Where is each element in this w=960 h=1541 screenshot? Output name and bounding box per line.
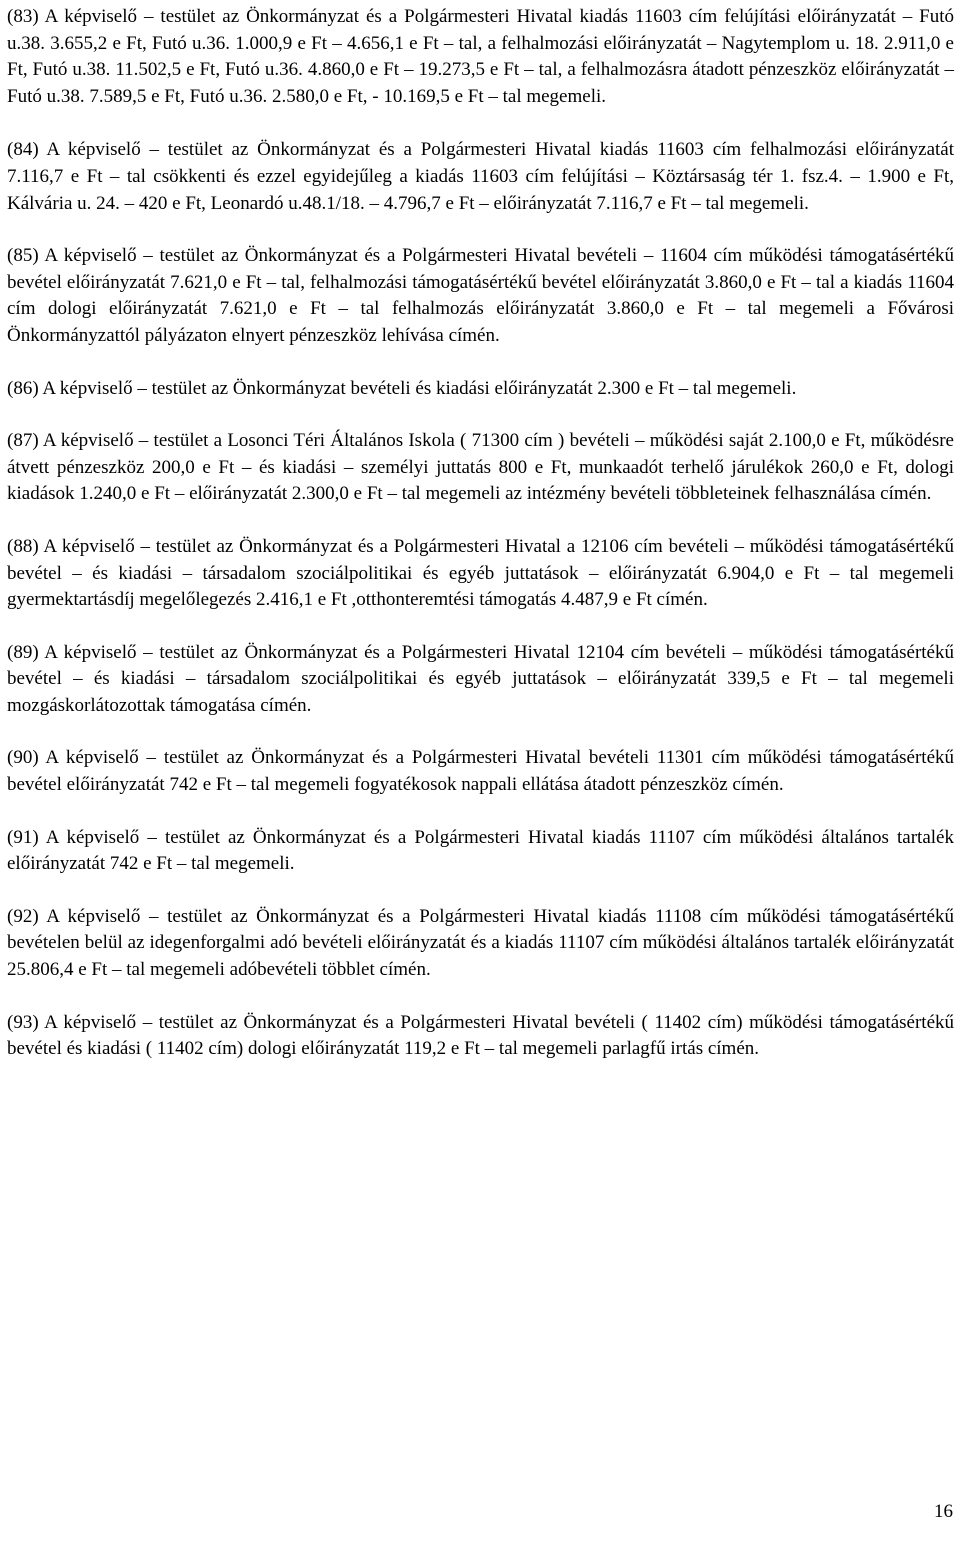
document-page <box>7 0 954 1063</box>
paragraph-87: (87) A képviselő – testület a Losonci Téri Általános Iskola ( 71300 cím ) bevételi – működési saját 2.100,0 e Ft, működésre átvett pénzeszköz 200,0 e Ft – és kiadási – személyi juttatás 800 e Ft, munkaadót terhelő járulékok 260,0 e Ft, dologi kiadások 1.240,0 e Ft – előirányzatát 2.300,0 e Ft – tal megemeli az intézmény bevételi többleteinek felhasználása címén. <box>7 430 954 505</box>
paragraph-88: (88) A képviselő – testület az Önkormányzat és a Polgármesteri Hivatal a 12106 cím bevételi – működési támogatásértékű bevétel – és kiadási – társadalom szociálpolitikai és egyéb juttatások – előirányzatát 6.904,0 e Ft – tal megemeli gyermektartásdíj megelőlegezés 2.416,1 e Ft ,otthonteremtési támogatás 4.487,9 e Ft címén. <box>7 535 954 611</box>
paragraph-83: (83) A képviselő – testület az Önkormányzat és a Polgármesteri Hivatal kiadás 11603 cím felújítási előirányzatát – Futó u.38. 3.655,2 e Ft, Futó u.36. 1.000,9 e Ft – 4.656,1 e Ft – tal, a felhalmozási előirányzatát – Nagytemplom u. 18. 2.911,0 e Ft, Futó u.38. 11.502,5 e Ft, Futó u.36. 4.860,0 e Ft – 19.273,5 e Ft – tal, a felhalmozásra átadott pénzeszköz előirányzatát – Futó u.38. 7.589,5 e Ft, Futó u.36. 2.580,0 e Ft, - 10.169,5 e Ft – tal megemeli. <box>7 6 954 107</box>
paragraph-93: (93) A képviselő – testület az Önkormányzat és a Polgármesteri Hivatal bevételi ( 11402 cím) működési támogatásértékű bevétel és kiadási ( 11402 cím) dologi előirányzatát 119,2 e Ft – tal megemeli parlagfű irtás címén. <box>7 1011 954 1060</box>
paragraph-89: (89) A képviselő – testület az Önkormányzat és a Polgármesteri Hivatal 12104 cím bevételi – működési támogatásértékű bevétel – és kiadási – társadalom szociálpolitikai és egyéb juttatások – előirányzatát 339,5 e Ft – tal megemeli mozgáskorlátozottak támogatása címén. <box>7 641 954 716</box>
page-number: 16 <box>934 1501 953 1522</box>
paragraph-86: (86) A képviselő – testület az Önkormányzat bevételi és kiadási előirányzatát 2.300 e Ft – tal megemeli. <box>7 377 797 399</box>
paragraph-85: (85) A képviselő – testület az Önkormányzat és a Polgármesteri Hivatal bevételi – 11604 cím működési támogatásértékű bevétel előirányzatát 7.621,0 e Ft – tal, felhalmozási támogatásértékű bevétel előirányzatát 3.860,0 e Ft – tal a kiadás 11604 cím dologi előirányzatát 7.621,0 e Ft – tal felhalmozás előirányzatát 3.860,0 e Ft – tal megemeli a Fővárosi Önkormányzattól pályázaton elnyert pénzeszköz lehívása címén. <box>7 245 954 346</box>
paragraph-90: (90) A képviselő – testület az Önkormányzat és a Polgármesteri Hivatal bevételi 11301 cím működési támogatásértékű bevétel előirányzatát 742 e Ft – tal megemeli fogyatékosok nappali ellátása átadott pénzeszköz címén. <box>7 747 954 796</box>
paragraph-84: (84) A képviselő – testület az Önkormányzat és a Polgármesteri Hivatal kiadás 11603 cím felhalmozási előirányzatát 7.116,7 e Ft – tal csökkenti és ezzel egyidejűleg a kiadás 11603 cím felújítási – Köztársaság tér 1. fsz.4. – 1.900 e Ft, Kálvária u. 24. – 420 e Ft, Leonardó u.48.1/18. – 4.796,7 e Ft – előirányzatát 7.116,7 e Ft – tal megemeli. <box>7 139 954 214</box>
paragraph-92: (92) A képviselő – testület az Önkormányzat és a Polgármesteri Hivatal kiadás 11108 cím működési támogatásértékű bevételen belül az idegenforgalmi adó bevételi előirányzatát és a kiadás 11107 cím működési általános tartalék előirányzatát 25.806,4 e Ft – tal megemeli adóbevételi többlet címén. <box>7 905 954 981</box>
paragraph-91: (91) A képviselő – testület az Önkormányzat és a Polgármesteri Hivatal kiadás 11107 cím működési általános tartalék előirányzatát 742 e Ft – tal megemeli. <box>7 826 954 875</box>
